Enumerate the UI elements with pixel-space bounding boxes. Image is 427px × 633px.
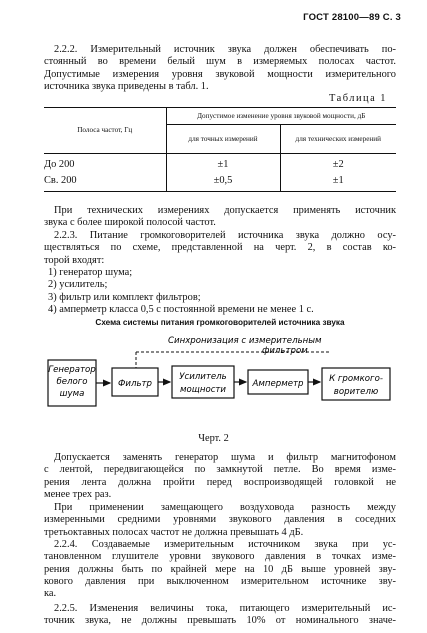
table-header-technical: для технических измерений	[280, 125, 396, 154]
page-header: ГОСТ 28100—89 С. 3	[303, 12, 401, 23]
paragraph-2-2-3: 2.2.3. Питание громкоговорителей источника звука должно осу- ществляться по схеме, представленной на черт. 2, в состав ко- торой входят:	[44, 230, 396, 266]
sync-label-line2: фильтром	[262, 346, 308, 356]
list-item: 3) фильтр или комплект фильтров;	[48, 291, 201, 303]
paragraph-2-2-4: 2.2.4. Создаваемые измерительным источником звука при ус- тановленном глушителе уровни звукового давления в точках изме- рения должны быть по крайней мере на 10 дБ выше уровней зву- кового давления при выключенном измерительном источнике зву- ка.	[44, 539, 396, 600]
table-row: Св. 200 ±0,5 ±1	[44, 172, 396, 192]
paragraph-technical-note: При технических измерениях допускается применять источник звука с более широкой полосой частот.	[44, 205, 396, 229]
svg-text:мощности: мощности	[179, 385, 227, 395]
table-header-band: Полоса частот, Гц	[44, 108, 166, 154]
list-item: 2) усилитель;	[48, 279, 108, 291]
table-row: До 200 ±1 ±2	[44, 154, 396, 173]
svg-text:шума: шума	[59, 389, 85, 399]
paragraph-tape-replacement: Допускается заменять генератор шума и фильтр магнитофоном с лентой, передвигающейся по замкнутой петле. Во время изме- рения лента должна пройти перед воспроизводящей головкой не менее трех раз.	[44, 452, 396, 500]
table-header-precise: для точных измерений	[166, 125, 280, 154]
sync-label-line1: Синхронизация с измерительным	[168, 336, 322, 346]
figure-caption: Черт. 2	[198, 433, 229, 444]
svg-text:К громкого-: К громкого-	[329, 374, 383, 384]
paragraph-2-2-5: 2.2.5. Изменения величины тока, питающего измерительный ис- точник звука, не должны превышать 10% от номинального значе-	[44, 603, 396, 627]
diagram-title: Схема системы питания громкоговорителей источника звука	[95, 318, 345, 327]
components-list	[44, 267, 396, 316]
table-header-group: Допустимое изменение уровня звуковой мощности, дБ	[166, 108, 396, 125]
svg-text:Фильтр: Фильтр	[117, 379, 153, 389]
svg-text:Усилитель: Усилитель	[179, 372, 227, 382]
paragraph-duct: При применении замещающего воздуховода разность между измеренными средними уровнями звукового давления в соседних третьоктавных полосах частот не должна превышать 4 дБ.	[44, 502, 396, 538]
list-item: 1) генератор шума;	[48, 267, 133, 278]
svg-text:Генератор: Генератор	[48, 365, 96, 375]
svg-text:ворителю: ворителю	[333, 387, 379, 397]
list-item: 4) амперметр класса 0,5 с постоянной времени не менее 1 с.	[48, 303, 314, 315]
table-1	[44, 107, 396, 192]
power-supply-diagram	[40, 330, 400, 426]
table-caption: Таблица 1	[329, 93, 387, 104]
svg-text:Амперметр: Амперметр	[252, 379, 304, 389]
paragraph-2-2-2: 2.2.2. Измерительный источник звука должен обеспечивать по- стоянный во времени белый шум в измеряемых полосах частот. Допустимые измерения уровня звуковой мощности измерительного источника звука приведены в табл. 1.	[44, 44, 396, 92]
svg-text:белого: белого	[56, 377, 88, 387]
